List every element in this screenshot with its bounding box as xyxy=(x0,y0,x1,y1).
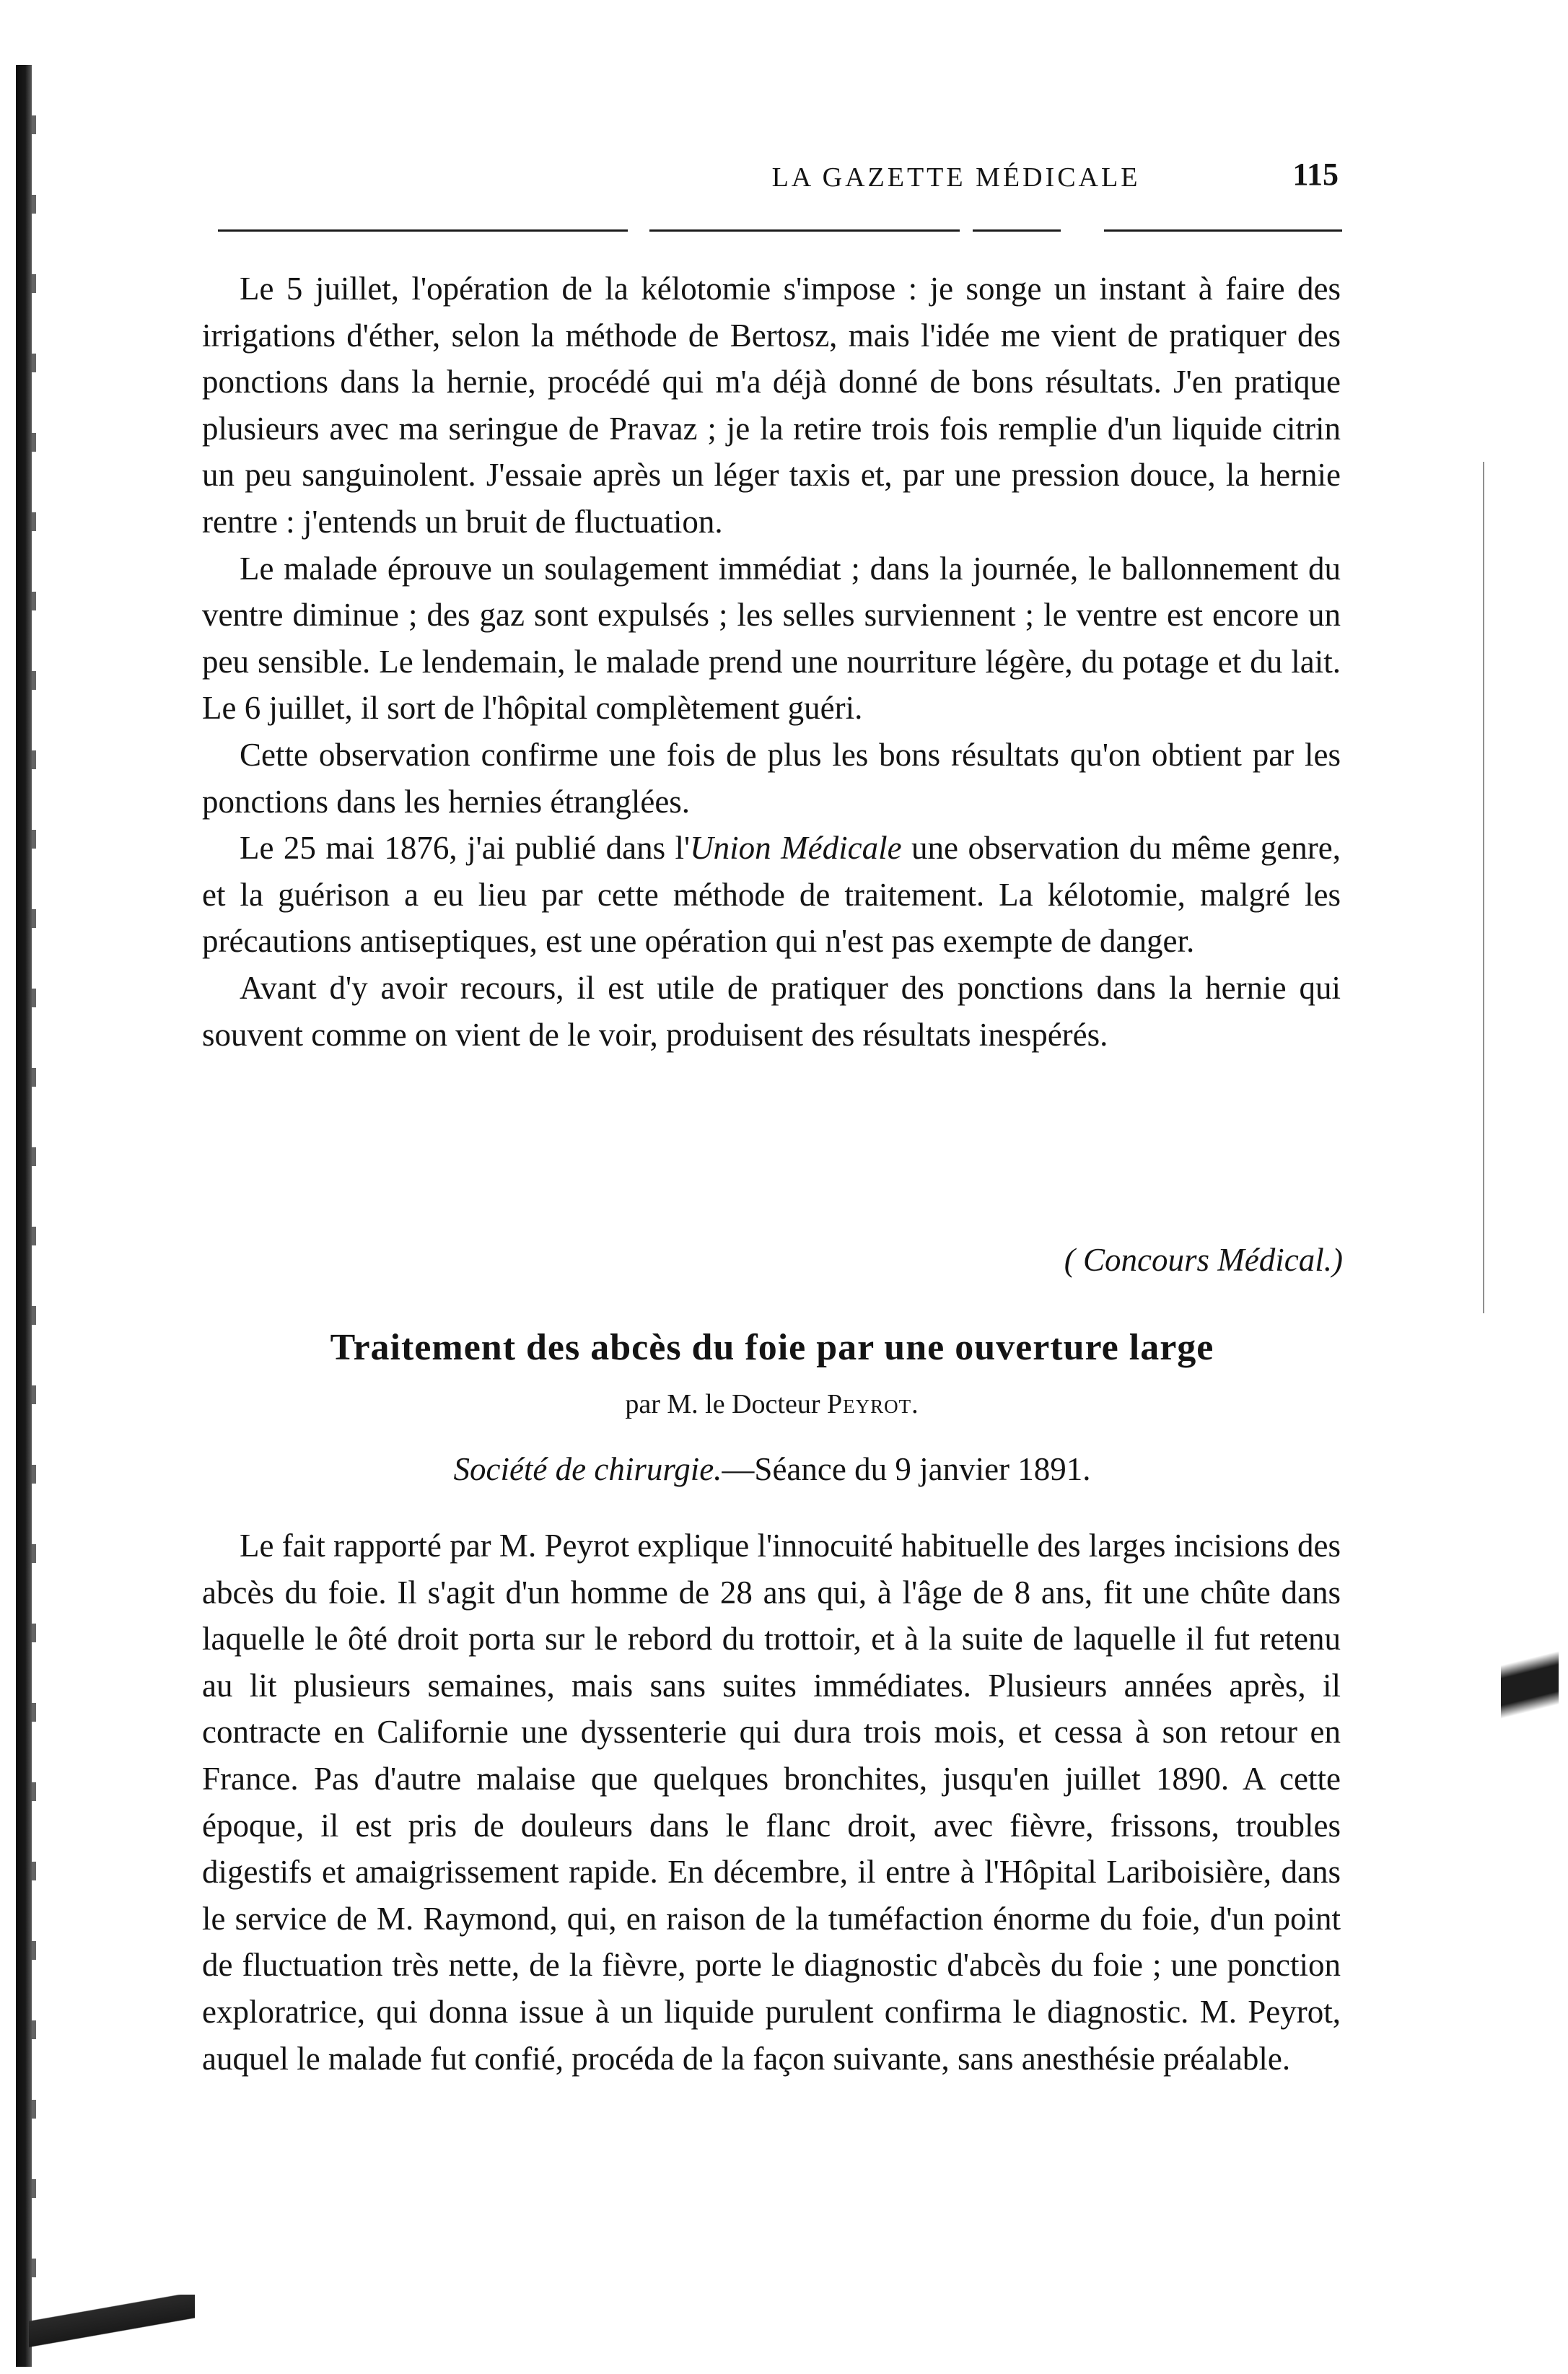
page-number: 115 xyxy=(1292,157,1339,192)
citation-text: Concours Médical. xyxy=(1083,1242,1332,1278)
previous-article-body xyxy=(202,266,1341,1058)
scan-edge-left xyxy=(16,65,32,2367)
scan-edge-bottom-left xyxy=(29,2295,195,2352)
byline-author: Peyrot. xyxy=(827,1389,919,1419)
header-rule-gap xyxy=(1061,224,1104,234)
source-citation xyxy=(1064,1241,1343,1279)
session-date: —Séance du 9 janvier 1891. xyxy=(722,1451,1091,1487)
header-rule-gap xyxy=(960,224,973,234)
scan-edge-right-line xyxy=(1483,462,1484,1313)
article-byline xyxy=(202,1388,1342,1420)
paragraph: Le 5 juillet, l'opération de la kélotomie s'impose : je songe un instant à faire des irrigations d'éther, selon la méthode de Bertosz, mais l'idée me vient de pratiquer des ponctions dans la hernie, procédé qui m'a déjà donné de bons résultats. J'en pratique plusieurs avec ma seringue de Pravaz ; je la retire trois fois remplie d'un liquide citrin un peu sanguinolent. J'essaie après un léger taxis et, par une pression douce, la hernie rentre : j'entends un bruit de fluctuation. xyxy=(202,271,1341,540)
paragraph: Le malade éprouve un soulagement immédiat ; dans la journée, le ballonnement du ventre diminue ; des gaz sont expulsés ; les selles surviennent ; le ventre est encore un peu sensible. Le lendemain, le malade prend une nourriture légère, du potage et du lait. Le 6 juillet, il sort de l'hôpital complètement guéri. xyxy=(202,550,1341,727)
running-header xyxy=(202,153,1339,196)
header-rule xyxy=(218,229,1342,232)
article-title: Traitement des abcès du foie par une ouverture large xyxy=(330,1327,1214,1368)
running-title: LA GAZETTE MÉDICALE xyxy=(771,162,1141,193)
session-line xyxy=(202,1450,1342,1488)
article-body xyxy=(202,1523,1341,2082)
citation-open: ( xyxy=(1064,1242,1084,1278)
paragraph: Avant d'y avoir recours, il est utile de pratiquer des ponctions dans la hernie qui souvent comme on vient de le voir, produisent des résultats inespérés. xyxy=(202,969,1341,1053)
session-society: Société de chirurgie. xyxy=(453,1451,722,1487)
paragraph: Le fait rapporté par M. Peyrot explique l'innocuité habituelle des larges incisions des abcès du foie. Il s'agit d'un homme de 28 ans qui, à l'âge de 8 ans, fit une chûte dans laquelle le ôté droit porta sur le rebord du trottoir, et à la suite de laquelle il fut retenu au lit plusieurs semaines, mais sans suites immédiates. Plusieurs années après, il contracte en Californie une dyssenterie qui dura trois mois, et cessa à son retour en France. Pas d'autre malaise que quelques bronchites, jusqu'en juillet 1890. A cette époque, il est pris de douleurs dans le flanc droit, avec fièvre, frissons, troubles digestifs et amaigrissement rapide. En décembre, il entre à l'Hôpital Lariboisière, dans le service de M. Raymond, qui, en raison de la tuméfaction énorme du foie, d'un point de fluctuation très nette, de la fièvre, porte le diagnostic d'abcès du foie ; une ponction exploratrice, qui donna issue à un liquide purulent confirma le diagnostic. M. Peyrot, auquel le malade fut confié, procéda de la façon suivante, sans anesthésie préalable. xyxy=(202,1528,1341,2077)
paragraph: Cette observation confirme une fois de plus les bons résultats qu'on obtient par les ponctions dans les hernies étranglées. xyxy=(202,736,1341,820)
paragraph-text: Le 25 mai 1876, j'ai publié dans l' xyxy=(240,830,691,867)
journal-name: Union Médicale xyxy=(690,830,902,867)
paragraph-text: une observation du même genre, et la guérison a eu lieu par cette méthode de traitement. La kélotomie, malgré les précautions antiseptiques, est une opération qui n'est pas exempte de danger. xyxy=(202,830,1341,960)
citation-close: ) xyxy=(1332,1242,1343,1278)
byline-prefix: par M. le Docteur xyxy=(625,1389,827,1419)
scan-edge-left-marks xyxy=(32,115,36,2316)
header-rule-gap xyxy=(628,224,649,234)
paragraph xyxy=(202,825,1341,965)
scan-edge-right-diagonal xyxy=(1501,1025,1559,2345)
